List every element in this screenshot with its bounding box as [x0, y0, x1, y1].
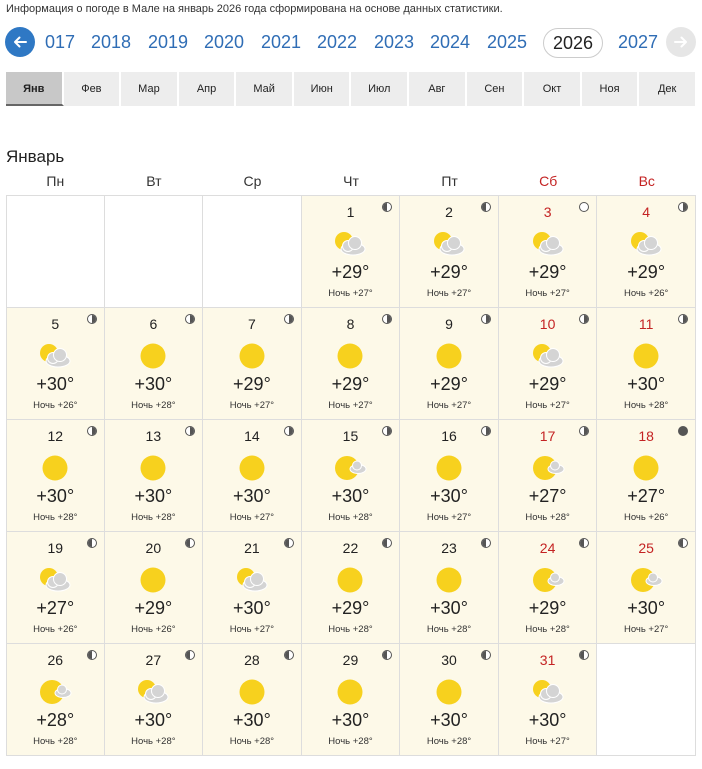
- night-temperature: Ночь +28°: [328, 736, 373, 747]
- day-cell-20[interactable]: [105, 532, 204, 644]
- year-link-2018[interactable]: 2018: [90, 32, 132, 52]
- day-temperature: +30°: [627, 598, 666, 618]
- weekday-label: Вт: [146, 173, 162, 189]
- sunny-icon: [136, 454, 170, 482]
- day-cell-19[interactable]: [6, 532, 105, 644]
- day-number: 16: [441, 428, 457, 444]
- partly-cloudy-icon: [235, 566, 269, 594]
- night-temperature: Ночь +27°: [229, 400, 275, 411]
- day-number: 22: [342, 540, 359, 556]
- year-link-2020[interactable]: 2020: [203, 32, 245, 52]
- arrow-right-icon: [673, 34, 689, 50]
- tab-month-11[interactable]: Ноя: [582, 72, 640, 106]
- night-temperature: Ночь +28°: [328, 512, 373, 523]
- night-temperature: Ночь +26°: [33, 624, 78, 635]
- tab-month-9[interactable]: Сен: [467, 72, 525, 106]
- day-number: 5: [51, 316, 60, 332]
- day-cell-8[interactable]: [302, 308, 401, 420]
- day-number: 27: [145, 652, 162, 668]
- moon-phase-icon: [678, 538, 688, 548]
- day-number: 10: [539, 316, 556, 332]
- night-temperature: Ночь +27°: [229, 624, 275, 635]
- sunny-icon: [432, 454, 466, 482]
- sunny-icon: [136, 342, 170, 370]
- day-temperature: +27°: [528, 486, 567, 506]
- night-temperature: Ночь +26°: [33, 400, 78, 411]
- moon-phase-icon: [87, 314, 97, 324]
- day-number: 1: [346, 204, 355, 220]
- day-cell-26[interactable]: [6, 644, 105, 756]
- day-cell-29[interactable]: [302, 644, 401, 756]
- day-cell-1[interactable]: [302, 196, 401, 308]
- moon-phase-icon: [185, 314, 195, 324]
- year-link-017[interactable]: 017: [44, 32, 76, 52]
- tab-month-7[interactable]: Июл: [351, 72, 409, 106]
- day-cell-11[interactable]: [597, 308, 696, 420]
- year-link-2021[interactable]: 2021: [260, 32, 302, 52]
- day-number: 12: [47, 428, 64, 444]
- moon-phase-icon: [87, 538, 97, 548]
- night-temperature: Ночь +28°: [229, 736, 275, 747]
- day-number: 6: [149, 316, 158, 332]
- day-number: 24: [539, 540, 556, 556]
- night-temperature: Ночь +27°: [426, 288, 472, 299]
- year-link-2022[interactable]: 2022: [316, 32, 358, 52]
- day-number: 26: [47, 652, 64, 668]
- day-cell-12[interactable]: [6, 420, 105, 532]
- day-temperature: +30°: [134, 486, 173, 506]
- day-temperature: +28°: [36, 710, 75, 730]
- day-number: 29: [342, 652, 359, 668]
- tab-month-8[interactable]: Авг: [409, 72, 467, 106]
- day-cell-4[interactable]: [597, 196, 696, 308]
- sunny-icon: [629, 454, 663, 482]
- sun-small-cloud-icon: [38, 678, 72, 706]
- night-temperature: Ночь +28°: [426, 736, 472, 747]
- tab-month-4[interactable]: Апр: [179, 72, 237, 106]
- day-number: 18: [638, 428, 654, 444]
- day-cell-9[interactable]: [400, 308, 499, 420]
- day-number: 15: [342, 428, 359, 444]
- day-temperature: +29°: [331, 262, 370, 282]
- weekday-label: Пн: [46, 173, 65, 189]
- day-temperature: +29°: [331, 598, 370, 618]
- moon-phase-icon: [678, 426, 688, 436]
- night-temperature: Ночь +28°: [525, 512, 570, 523]
- day-temperature: +29°: [528, 262, 567, 282]
- night-temperature: Ночь +26°: [131, 624, 176, 635]
- day-cell-30[interactable]: [400, 644, 499, 756]
- weekday-label: Вс: [638, 173, 655, 189]
- day-number: 21: [244, 540, 260, 556]
- arrow-left-icon: [12, 34, 28, 50]
- night-temperature: Ночь +27°: [426, 400, 472, 411]
- partly-cloudy-icon: [333, 230, 367, 258]
- sun-small-cloud-icon: [531, 454, 565, 482]
- day-temperature: +30°: [134, 374, 173, 394]
- day-cell-31[interactable]: [499, 644, 598, 756]
- night-temperature: Ночь +28°: [131, 400, 176, 411]
- day-number: 19: [47, 540, 64, 556]
- night-temperature: Ночь +27°: [525, 736, 570, 747]
- day-temperature: +30°: [36, 486, 75, 506]
- moon-phase-icon: [284, 650, 294, 660]
- day-temperature: +30°: [233, 486, 271, 506]
- day-number: 30: [441, 652, 457, 668]
- moon-phase-icon: [481, 202, 491, 212]
- day-temperature: +30°: [36, 374, 75, 394]
- year-link-2027[interactable]: 2027: [617, 32, 659, 52]
- tab-month-12[interactable]: Дек: [639, 72, 695, 106]
- year-link-2019[interactable]: 2019: [147, 32, 189, 52]
- day-temperature: +29°: [528, 374, 567, 394]
- moon-phase-icon: [87, 426, 97, 436]
- partly-cloudy-icon: [136, 678, 170, 706]
- sunny-icon: [235, 342, 269, 370]
- night-temperature: Ночь +27°: [328, 400, 373, 411]
- moon-phase-icon: [579, 426, 589, 436]
- partly-cloudy-icon: [38, 566, 72, 594]
- sunny-icon: [235, 454, 269, 482]
- prev-year-button[interactable]: [5, 27, 35, 57]
- day-temperature: +30°: [233, 598, 271, 618]
- night-temperature: Ночь +28°: [623, 400, 669, 411]
- partly-cloudy-icon: [531, 342, 565, 370]
- tab-month-6[interactable]: Июн: [294, 72, 352, 106]
- moon-phase-icon: [284, 538, 294, 548]
- moon-phase-icon: [481, 650, 491, 660]
- sunny-icon: [136, 566, 170, 594]
- day-number: 4: [642, 204, 651, 220]
- moon-phase-icon: [284, 426, 294, 436]
- day-number: 25: [638, 540, 654, 556]
- moon-phase-icon: [481, 426, 491, 436]
- night-temperature: Ночь +27°: [623, 624, 669, 635]
- day-temperature: +30°: [627, 374, 666, 394]
- year-link-2023[interactable]: 2023: [373, 32, 415, 52]
- sun-small-cloud-icon: [531, 566, 565, 594]
- day-temperature: +30°: [134, 710, 173, 730]
- night-temperature: Ночь +28°: [33, 512, 78, 523]
- next-year-button[interactable]: [666, 27, 696, 57]
- day-cell-28[interactable]: [203, 644, 302, 756]
- weekday-label: Чт: [343, 173, 359, 189]
- weekday-header: [6, 173, 696, 195]
- partly-cloudy-icon: [432, 230, 466, 258]
- day-temperature: +30°: [430, 598, 468, 618]
- tab-month-2[interactable]: Фев: [64, 72, 122, 106]
- sunny-icon: [333, 566, 367, 594]
- partly-cloudy-icon: [531, 678, 565, 706]
- day-cell-16[interactable]: [400, 420, 499, 532]
- moon-phase-icon: [678, 314, 688, 324]
- day-temperature: +29°: [134, 598, 173, 618]
- day-cell-17[interactable]: [499, 420, 598, 532]
- day-cell-18[interactable]: [597, 420, 696, 532]
- day-number: 2: [445, 204, 453, 220]
- day-cell-25[interactable]: [597, 532, 696, 644]
- sunny-icon: [333, 342, 367, 370]
- month-title: Январь: [6, 147, 65, 166]
- moon-phase-icon: [87, 650, 97, 660]
- empty-day-cell: [6, 196, 105, 308]
- day-number: 8: [346, 316, 355, 332]
- night-temperature: Ночь +27°: [525, 288, 570, 299]
- day-temperature: +30°: [331, 710, 370, 730]
- moon-phase-icon: [579, 314, 589, 324]
- night-temperature: Ночь +27°: [328, 288, 373, 299]
- year-link-2025[interactable]: 2025: [486, 32, 528, 52]
- tab-month-1[interactable]: Янв: [6, 72, 64, 106]
- night-temperature: Ночь +28°: [525, 624, 570, 635]
- night-temperature: Ночь +26°: [623, 288, 669, 299]
- moon-phase-icon: [678, 202, 688, 212]
- day-temperature: +29°: [233, 374, 271, 394]
- weekday-label: Пт: [441, 173, 458, 189]
- day-cell-15[interactable]: [302, 420, 401, 532]
- night-temperature: Ночь +28°: [426, 624, 472, 635]
- weekday-label: Сб: [539, 173, 558, 189]
- night-temperature: Ночь +27°: [426, 512, 472, 523]
- moon-phase-icon: [284, 314, 294, 324]
- day-number: 11: [638, 316, 654, 332]
- day-number: 17: [539, 428, 556, 444]
- tab-month-5[interactable]: Май: [236, 72, 294, 106]
- day-temperature: +29°: [430, 262, 468, 282]
- day-number: 7: [248, 316, 256, 332]
- day-number: 20: [145, 540, 162, 556]
- tab-month-3[interactable]: Мар: [121, 72, 179, 106]
- partly-cloudy-icon: [38, 342, 72, 370]
- day-temperature: +30°: [233, 710, 271, 730]
- sunny-icon: [38, 454, 72, 482]
- year-link-2026[interactable]: 2026: [543, 28, 603, 58]
- day-number: 31: [539, 652, 556, 668]
- year-link-2024[interactable]: 2024: [429, 32, 471, 52]
- empty-day-cell: [597, 644, 696, 756]
- tab-month-10[interactable]: Окт: [524, 72, 582, 106]
- day-temperature: +30°: [430, 486, 468, 506]
- day-cell-13[interactable]: [105, 420, 204, 532]
- day-number: 14: [244, 428, 260, 444]
- day-number: 28: [244, 652, 260, 668]
- partly-cloudy-icon: [629, 230, 663, 258]
- day-temperature: +29°: [627, 262, 666, 282]
- day-cell-14[interactable]: [203, 420, 302, 532]
- year-selector: [0, 23, 702, 59]
- month-tabs: [6, 72, 695, 106]
- night-temperature: Ночь +28°: [328, 624, 373, 635]
- day-temperature: +30°: [331, 486, 370, 506]
- sun-small-cloud-icon: [629, 566, 663, 594]
- moon-phase-icon: [185, 426, 195, 436]
- night-temperature: Ночь +27°: [525, 400, 570, 411]
- partly-cloudy-icon: [531, 230, 565, 258]
- day-number: 13: [145, 428, 162, 444]
- day-cell-27[interactable]: [105, 644, 204, 756]
- day-number: 3: [543, 204, 552, 220]
- day-cell-10[interactable]: [499, 308, 598, 420]
- empty-day-cell: [105, 196, 204, 308]
- day-temperature: +30°: [430, 710, 468, 730]
- day-cell-23[interactable]: [400, 532, 499, 644]
- day-temperature: +29°: [331, 374, 370, 394]
- day-temperature: +27°: [36, 598, 75, 618]
- day-cell-7[interactable]: [203, 308, 302, 420]
- night-temperature: Ночь +28°: [33, 736, 78, 747]
- sunny-icon: [432, 678, 466, 706]
- sunny-icon: [629, 342, 663, 370]
- night-temperature: Ночь +28°: [131, 512, 176, 523]
- moon-phase-icon: [382, 426, 392, 436]
- night-temperature: Ночь +28°: [131, 736, 176, 747]
- day-cell-24[interactable]: [499, 532, 598, 644]
- day-cell-22[interactable]: [302, 532, 401, 644]
- empty-day-cell: [203, 196, 302, 308]
- sunny-icon: [432, 566, 466, 594]
- day-number: 23: [441, 540, 457, 556]
- calendar-grid: [6, 195, 696, 756]
- day-cell-3[interactable]: [499, 196, 598, 308]
- day-number: 9: [445, 316, 453, 332]
- day-cell-5[interactable]: [6, 308, 105, 420]
- day-cell-21[interactable]: [203, 532, 302, 644]
- moon-phase-icon: [481, 314, 491, 324]
- sunny-icon: [333, 678, 367, 706]
- day-temperature: +27°: [627, 486, 666, 506]
- night-temperature: Ночь +27°: [229, 512, 275, 523]
- day-temperature: +29°: [430, 374, 468, 394]
- sunny-icon: [432, 342, 466, 370]
- day-temperature: +30°: [528, 710, 567, 730]
- sun-small-cloud-icon: [333, 454, 367, 482]
- sunny-icon: [235, 678, 269, 706]
- moon-phase-icon: [481, 538, 491, 548]
- night-temperature: Ночь +26°: [623, 512, 669, 523]
- day-temperature: +29°: [528, 598, 567, 618]
- moon-phase-icon: [382, 314, 392, 324]
- weekday-label: Ср: [243, 173, 262, 189]
- info-text: Информация о погоде в Мале на январь 2026 года сформирована на основе данных статистики.: [6, 3, 503, 15]
- day-cell-2[interactable]: [400, 196, 499, 308]
- day-cell-6[interactable]: [105, 308, 204, 420]
